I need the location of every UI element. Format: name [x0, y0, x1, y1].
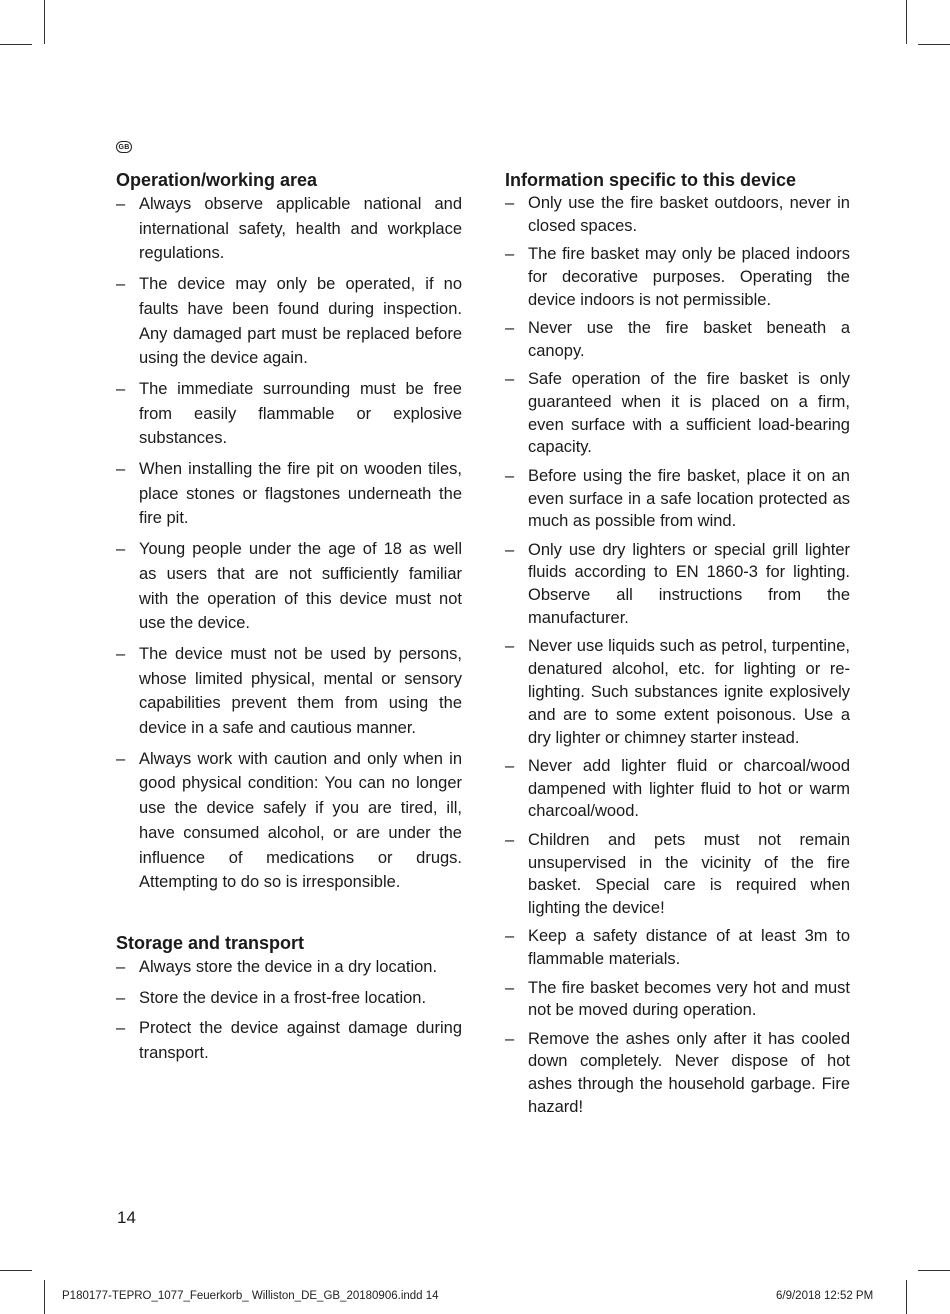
- dash-bullet: –: [505, 245, 515, 264]
- list-item-text: The device must not be used by persons, whose limited physical, mental or sensory capabilities prevent them from using the device in a safe and cautious manner.: [139, 644, 462, 738]
- list-item-text: Remove the ashes only after it has cooled down completely. Never dispose of hot ashes through the household garbage. Fire hazard!: [528, 1029, 850, 1116]
- list-item-text: Before using the fire basket, place it on an even surface in a safe location protected as much as possible from wind.: [528, 466, 850, 531]
- dash-bullet: –: [116, 195, 126, 213]
- list-item-text: Only use dry lighters or special grill lighter fluids according to EN 1860-3 for lighting. Observe all instructions from the manufacturer.: [528, 540, 850, 628]
- crop-mark: [44, 1280, 45, 1314]
- section-heading: Operation/working area: [116, 170, 318, 190]
- dash-bullet: –: [116, 749, 126, 768]
- list-item: [505, 368, 850, 459]
- list-item-text: Young people under the age of 18 as well as users that are not sufficiently familiar with the operation of this device must not use the device.: [139, 540, 462, 633]
- dash-bullet: –: [116, 275, 126, 294]
- list-item-text: Always store the device in a dry location.: [139, 957, 438, 976]
- list-item: [505, 635, 850, 749]
- dash-bullet: –: [505, 756, 515, 775]
- dash-bullet: –: [505, 318, 515, 337]
- list-item: [116, 272, 462, 371]
- list-item-text: Protect the device against damage during transport.: [139, 1019, 462, 1063]
- list-item: [505, 192, 850, 238]
- list-item-text: Always observe applicable national and international safety, health and workplace regulations.: [139, 195, 462, 263]
- dash-bullet: –: [116, 957, 126, 976]
- footer-filename: P180177-TEPRO_1077_Feuerkorb_ Williston_DE_GB_20180906.indd 14: [62, 1290, 439, 1302]
- dash-bullet: –: [505, 978, 515, 997]
- dash-bullet: –: [116, 1019, 126, 1038]
- bullet-list: [116, 192, 462, 895]
- list-item: [116, 986, 462, 1011]
- list-item-text: The immediate surrounding must be free from easily flammable or explosive substances.: [139, 379, 462, 448]
- dash-bullet: –: [505, 927, 515, 946]
- list-item-text: Children and pets must not remain unsupervised in the vicinity of the fire basket. Special care is required when lighting the device!: [528, 830, 850, 918]
- list-item: [116, 457, 462, 531]
- list-item-text: Never use the fire basket beneath a canopy.: [528, 318, 850, 360]
- language-badge: GB: [116, 141, 132, 153]
- dash-bullet: –: [505, 830, 515, 849]
- page-number: 14: [117, 1208, 136, 1227]
- list-item: [116, 955, 462, 980]
- crop-mark: [0, 1270, 32, 1271]
- dash-bullet: –: [505, 370, 515, 389]
- list-item: [116, 1016, 462, 1065]
- list-item: [505, 977, 850, 1023]
- list-item-text: Safe operation of the fire basket is only guaranteed when it is placed on a firm, even surface with a sufficient load-bearing capacity.: [528, 370, 850, 457]
- list-item-text: Store the device in a frost-free location.: [139, 988, 427, 1007]
- dash-bullet: –: [116, 460, 126, 479]
- list-item: [116, 642, 462, 741]
- dash-bullet: –: [116, 379, 126, 398]
- list-item-text: Always work with caution and only when in good physical condition: You can no longer use the device safely if you are tired, ill, have consumed alcohol, or are under the influence of medications or drugs. Attempting to do so is irresponsible.: [139, 749, 462, 892]
- left-column: [116, 168, 462, 1072]
- section-heading: Storage and transport: [116, 932, 305, 953]
- list-item-text: Never use liquids such as petrol, turpentine, denatured alcohol, etc. for lighting or re-lighting. Such substances ignite explosively and are to some extent poisonous. Use a dry lighter or chimney starter instead.: [528, 637, 850, 747]
- crop-mark: [44, 0, 45, 44]
- crop-mark: [918, 1270, 950, 1271]
- list-item-text: Only use the fire basket outdoors, never in closed spaces.: [528, 194, 850, 235]
- dash-bullet: –: [505, 540, 515, 559]
- crop-mark: [906, 1280, 907, 1314]
- list-item: [505, 755, 850, 823]
- list-item: [505, 317, 850, 363]
- list-item-text: The fire basket becomes very hot and must not be moved during operation.: [528, 978, 850, 1020]
- dash-bullet: –: [505, 194, 515, 212]
- list-item: [116, 537, 462, 636]
- list-item-text: The device may only be operated, if no faults have been found during inspection. Any damaged part must be replaced before using the device again.: [139, 275, 462, 368]
- list-item: [505, 829, 850, 920]
- list-item: [116, 747, 462, 895]
- dash-bullet: –: [505, 1029, 515, 1048]
- right-column: [505, 168, 850, 1124]
- section-heading: Information specific to this device: [505, 170, 797, 190]
- list-item-text: The fire basket may only be placed indoors for decorative purposes. Operating the device indoors is not permissible.: [528, 245, 850, 309]
- list-item-text: Keep a safety distance of at least 3m to flammable materials.: [528, 927, 850, 969]
- list-item: [505, 243, 850, 311]
- list-item-text: Never add lighter fluid or charcoal/wood dampened with lighter fluid to hot or warm charcoal/wood.: [528, 756, 850, 821]
- list-item: [116, 377, 462, 451]
- dash-bullet: –: [116, 540, 126, 559]
- dash-bullet: –: [505, 637, 515, 656]
- dash-bullet: –: [505, 466, 515, 485]
- list-item: [505, 539, 850, 630]
- crop-mark: [918, 44, 950, 45]
- list-item: [505, 1028, 850, 1119]
- bullet-list: [116, 955, 462, 1066]
- list-item: [116, 192, 462, 266]
- crop-mark: [0, 44, 32, 45]
- bullet-list: [505, 192, 850, 1119]
- dash-bullet: –: [116, 644, 126, 663]
- crop-mark: [906, 0, 907, 44]
- dash-bullet: –: [116, 988, 126, 1007]
- list-item-text: When installing the fire pit on wooden tiles, place stones or flagstones underneath the fire pit.: [139, 460, 462, 528]
- list-item: [505, 925, 850, 971]
- footer-timestamp: 6/9/2018 12:52 PM: [776, 1290, 874, 1302]
- list-item: [505, 465, 850, 533]
